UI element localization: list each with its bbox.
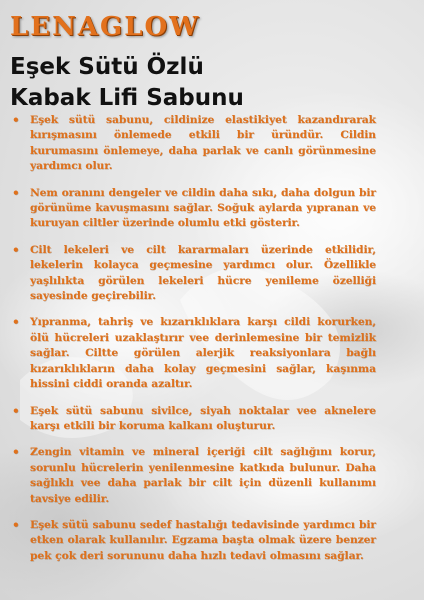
- bullet-icon: •: [12, 403, 20, 418]
- bullet-icon: •: [12, 242, 20, 257]
- benefit-item: [10, 445, 376, 507]
- benefit-text: Zengin vitamin ve mineral içeriği cilt sağlığını korur, sorunlu hücrelerin yenilenmesine katkıda bulunur. Daha sağlıklı vee daha parlak bir cilt için düzenli kullanımı tavsiye edilir.: [30, 446, 376, 505]
- benefit-text: Eşek sütü sabunu sedef hastalığı tedavisinde yardımcı bir etken olarak kullanılır. Egzama başta olmak üzere benzer pek çok deri sorununu daha hızlı tedavi olmasını sağlar.: [30, 518, 376, 562]
- bullet-icon: •: [12, 445, 20, 460]
- product-title-line-1: Eşek Sütü Özlü: [10, 54, 204, 80]
- benefit-text: Eşek sütü sabunu sivilce, siyah noktalar vee aknelere karşı etkili bir koruma kalkanı oluşturur.: [30, 404, 376, 432]
- benefit-item: [10, 186, 376, 232]
- benefit-text: Nem oranını dengeler ve cildin daha sıkı, daha dolgun bir görünüme kavuşmasını sağlar. Soğuk aylarda yıpranan ve kuruyan ciltler üzerinde olumlu etki gösterir.: [30, 186, 376, 230]
- benefit-item: [10, 404, 376, 435]
- product-title-line-2: Kabak Lifi Sabunu: [10, 85, 244, 111]
- bullet-icon: •: [12, 113, 20, 127]
- benefit-text: Yıpranma, tahriş ve kızarıklıklara karşı cildi korurken, ölü hücreleri uzaklaştırır vee derinlemesine bir temizlik sağlar. Ciltte görülen alerjik reaksiyonlara bağlı kızarıklıkların daha kolay geçmesini sağlar, kaşınma hissini ciddi oranda azaltır.: [30, 316, 376, 391]
- benefits-list: [10, 113, 376, 575]
- bullet-icon: •: [12, 315, 20, 330]
- brand-logo: LENAGLOW: [10, 12, 201, 42]
- benefit-text: Eşek sütü sabunu, cildinize elastikiyet kazandırarak kırışmasını önlemede etkili bir üründür. Cildin kurumasını önlemeye, daha parlak ve canlı görünmesine yardımcı olur.: [30, 114, 376, 173]
- bullet-icon: •: [12, 517, 20, 532]
- bullet-icon: •: [12, 185, 20, 200]
- product-title: [10, 52, 244, 114]
- benefit-item: [10, 113, 376, 175]
- benefit-item: [10, 243, 376, 305]
- benefit-item: [10, 315, 376, 392]
- benefit-text: Cilt lekeleri ve cilt kararmaları üzerinde etkilidir, lekelerin kolayca geçmesine yardımcı olur. Özellikle yaşlılıkta görülen lekeleri hücre yenileme özelliği sayesinde geçirebilir.: [30, 243, 376, 303]
- benefit-item: [10, 518, 376, 564]
